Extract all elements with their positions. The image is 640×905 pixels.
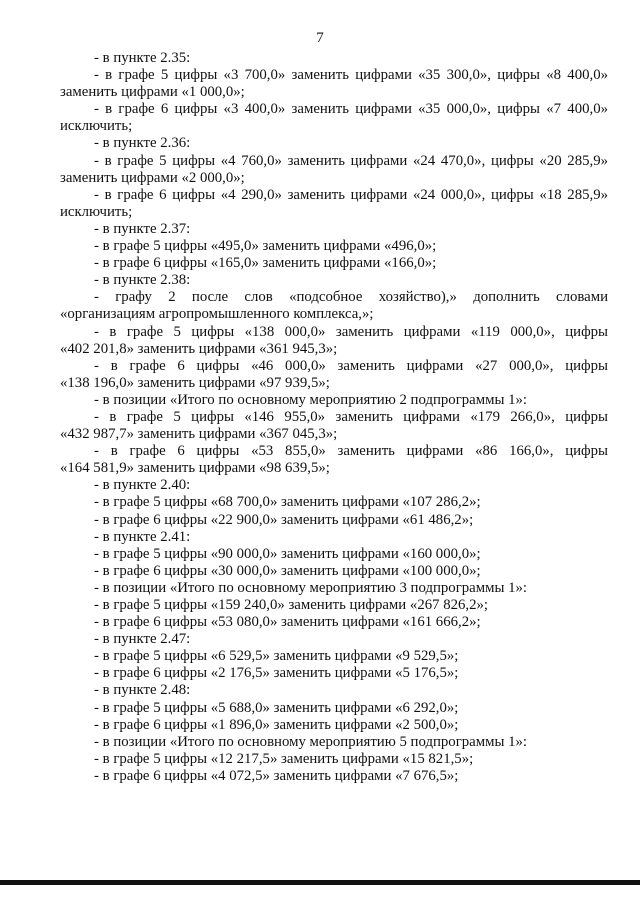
text-line: - в графе 6 цифры «3 400,0» заменить цифрами «35 000,0», цифры «7 400,0»	[94, 101, 608, 118]
text-line: - в графе 5 цифры «5 688,0» заменить цифрами «6 292,0»;	[94, 699, 459, 716]
text-line: - в графе 5 цифры «68 700,0» заменить цифрами «107 286,2»;	[94, 494, 481, 511]
text-line: «организациям агропромышленного комплекса,»;	[60, 306, 374, 323]
text-line: - в графе 5 цифры «4 760,0» заменить цифрами «24 470,0», цифры «20 285,9»	[94, 152, 608, 169]
text-line: - в пункте 2.47:	[94, 631, 191, 648]
text-line: «164 581,9» заменить цифрами «98 639,5»;	[60, 460, 330, 477]
text-line: - в позиции «Итого по основному мероприятию 5 подпрограммы 1»:	[94, 733, 528, 750]
text-line: - в графе 6 цифры «30 000,0» заменить цифрами «100 000,0»;	[94, 562, 481, 579]
text-line: - в пункте 2.41:	[94, 528, 191, 545]
text-line: - в позиции «Итого по основному мероприятию 2 подпрограммы 1»:	[94, 391, 528, 408]
bottom-rule	[0, 880, 640, 885]
text-line: - в графе 6 цифры «22 900,0» заменить цифрами «61 486,2»;	[94, 511, 474, 528]
text-line: «138 196,0» заменить цифрами «97 939,5»;	[60, 374, 330, 391]
text-line: - в графе 6 цифры «4 072,5» заменить цифрами «7 676,5»;	[94, 767, 459, 784]
text-line: - в графе 5 цифры «6 529,5» заменить цифрами «9 529,5»;	[94, 648, 459, 665]
text-line: - в графе 6 цифры «4 290,0» заменить цифрами «24 000,0», цифры «18 285,9»	[94, 186, 608, 203]
text-line: «432 987,7» заменить цифрами «367 045,3»;	[60, 426, 338, 443]
text-line: - в графе 6 цифры «1 896,0» заменить цифрами «2 500,0»;	[94, 716, 459, 733]
text-line: - в графе 5 цифры «3 700,0» заменить цифрами «35 300,0», цифры «8 400,0»	[94, 67, 608, 84]
text-line: - в графе 6 цифры «53 080,0» заменить цифрами «161 666,2»;	[94, 614, 481, 631]
text-line: - в пункте 2.38:	[94, 272, 191, 289]
text-line: - в графе 5 цифры «159 240,0» заменить цифрами «267 826,2»;	[94, 597, 489, 613]
text-line: - в пункте 2.40:	[94, 477, 191, 494]
text-line: исключить;	[60, 118, 133, 135]
text-line: - в графе 5 цифры «495,0» заменить цифрами «496,0»;	[94, 238, 437, 255]
text-line: заменить цифрами «2 000,0»;	[60, 169, 245, 186]
text-line: - в графе 6 цифры «165,0» заменить цифрами «166,0»;	[94, 255, 437, 272]
text-line: - в графе 6 цифры «2 176,5» заменить цифрами «5 176,5»;	[94, 665, 459, 682]
text-line: - графу 2 после слов «подсобное хозяйство),» дополнить словами	[94, 289, 608, 306]
text-line: «402 201,8» заменить цифрами «361 945,3»;	[60, 340, 338, 357]
text-line: - в пункте 2.48:	[94, 682, 191, 699]
text-line: - в графе 5 цифры «90 000,0» заменить цифрами «160 000,0»;	[94, 545, 481, 562]
document-body	[60, 50, 608, 785]
text-line: заменить цифрами «1 000,0»;	[60, 84, 245, 101]
text-line: - в пункте 2.35:	[94, 50, 191, 66]
text-line: - в графе 5 цифры «146 955,0» заменить цифрами «179 266,0», цифры	[94, 408, 608, 425]
text-line: - в пункте 2.37:	[94, 220, 191, 237]
text-line: - в графе 6 цифры «46 000,0» заменить цифрами «27 000,0», цифры	[94, 357, 608, 374]
text-line: - в графе 6 цифры «53 855,0» заменить цифрами «86 166,0», цифры	[94, 443, 608, 460]
text-line: - в графе 5 цифры «138 000,0» заменить цифрами «119 000,0», цифры	[94, 323, 608, 340]
text-line: - в позиции «Итого по основному мероприятию 3 подпрограммы 1»:	[94, 579, 528, 596]
text-line: - в графе 5 цифры «12 217,5» заменить цифрами «15 821,5»;	[94, 750, 474, 767]
text-line: исключить;	[60, 203, 133, 220]
text-line: - в пункте 2.36:	[94, 135, 191, 152]
page-number: 7	[316, 30, 324, 46]
